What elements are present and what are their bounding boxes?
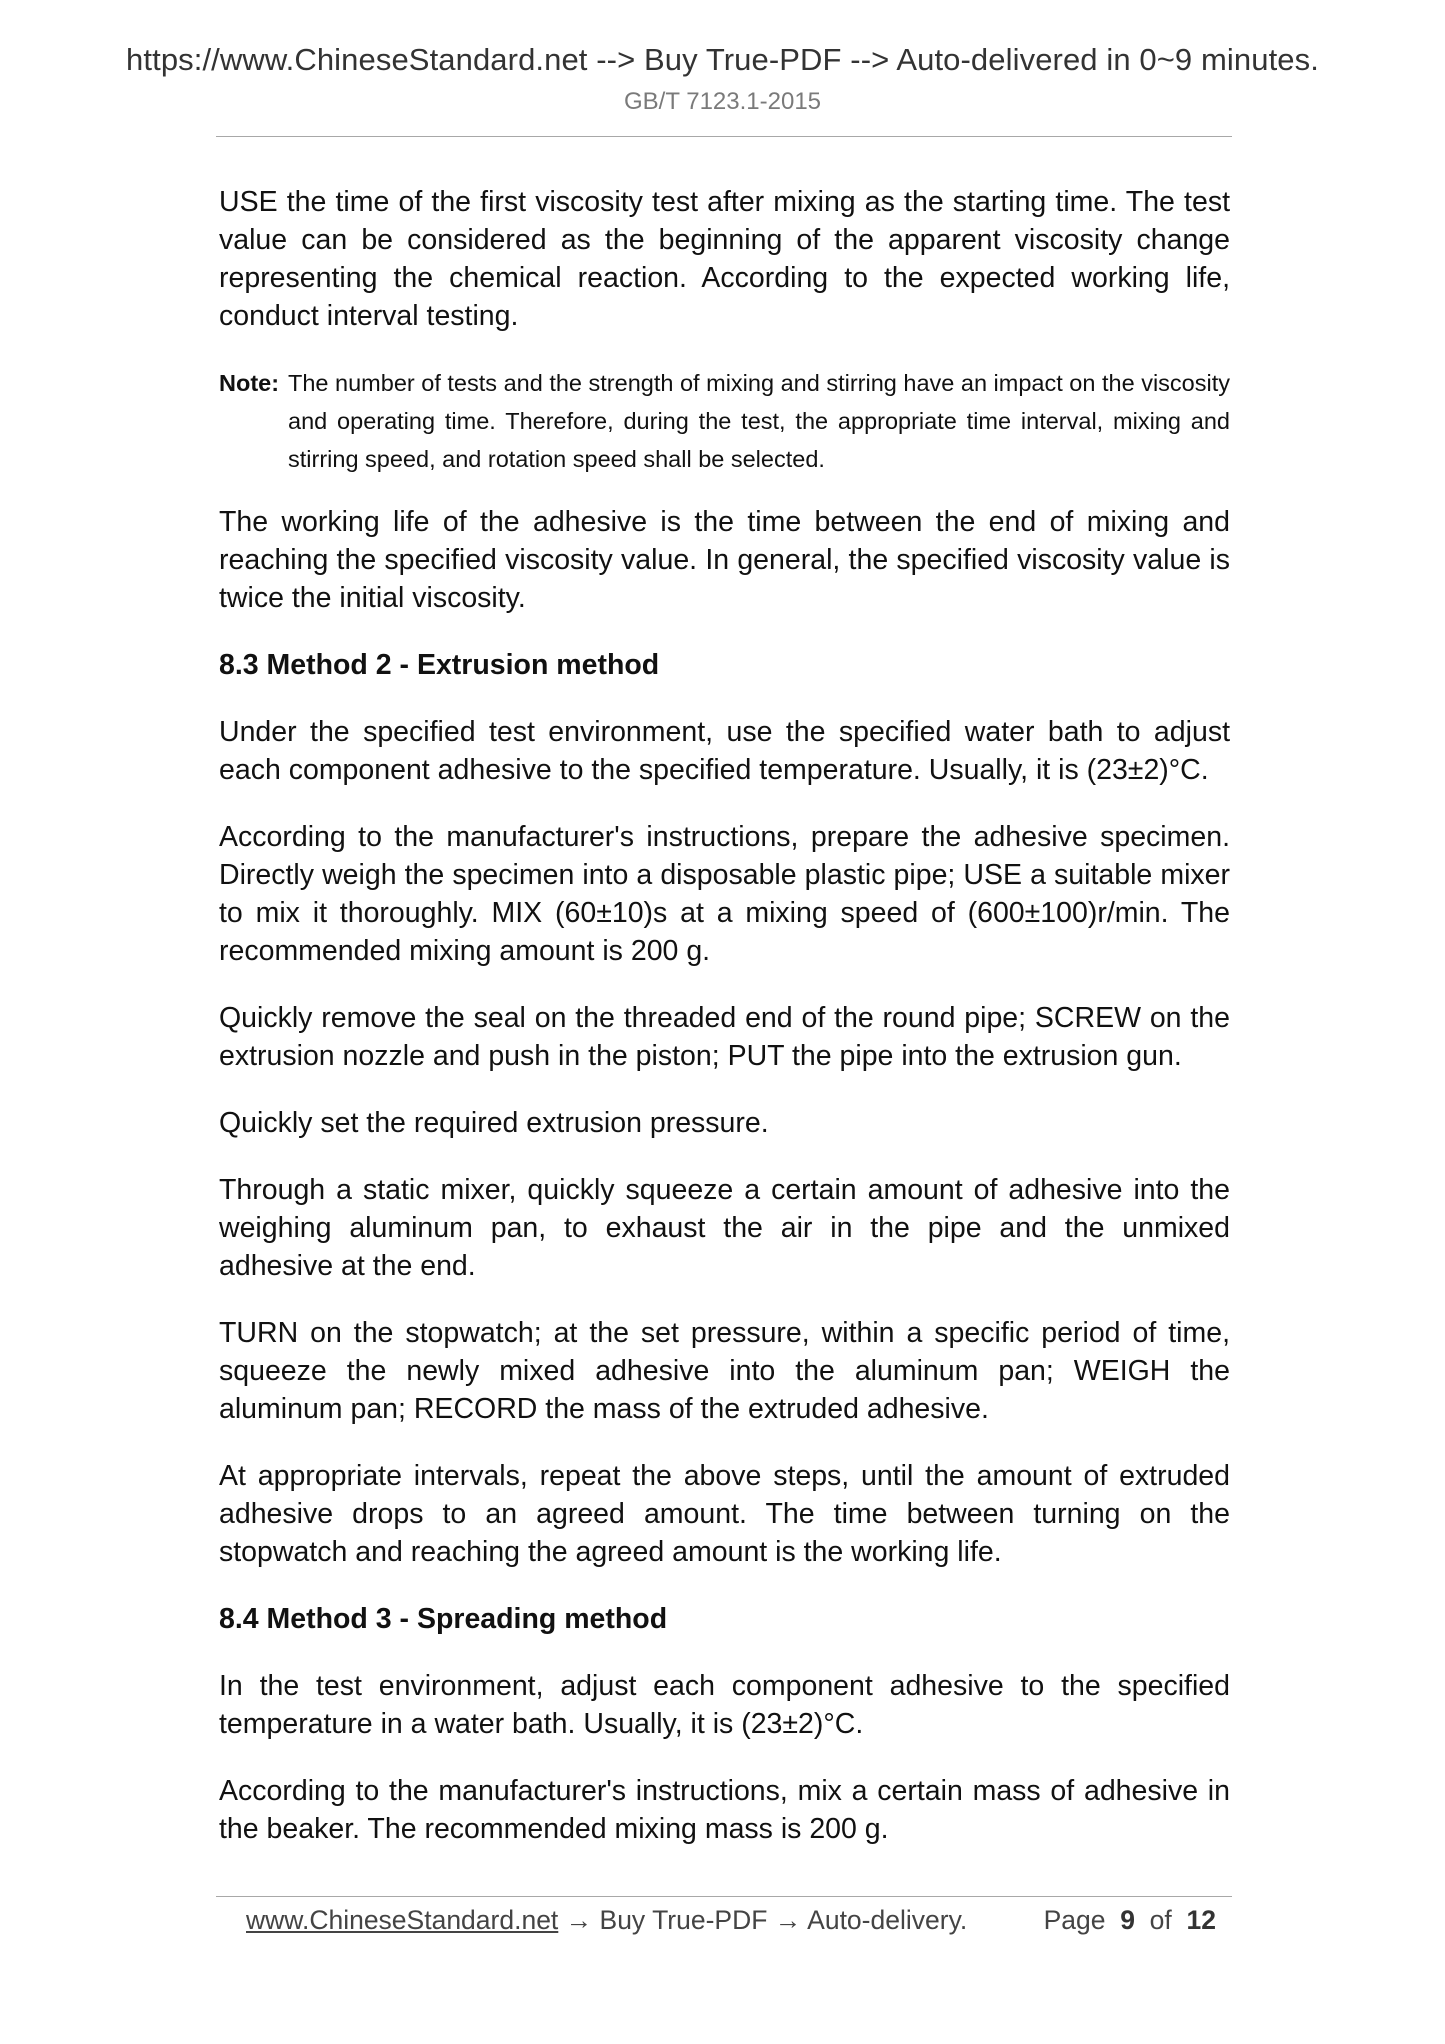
paragraph-set-pressure: Quickly set the required extrusion pressure.: [219, 1107, 769, 1139]
paragraph-working-life: The working life of the adhesive is the time between the end of mixing and reaching the specified viscosity value. In general, the specified viscosity value is twice the initial viscosity.: [219, 506, 1230, 614]
document-code: GB/T 7123.1-2015: [623, 88, 822, 115]
note-text: The number of tests and the strength of mixing and stirring have an impact on the viscosity and operating time. Therefore, during the test, the appropriate time interval, mixing and stirring speed, and rotation speed shall be selected.: [288, 370, 1230, 472]
page-footer: [246, 1900, 1216, 1940]
total-page-number: 12: [1186, 1905, 1216, 1935]
paragraph-remove-seal: Quickly remove the seal on the threaded end of the round pipe; SCREW on the extrusion nozzle and push in the piston; PUT the pipe into the extrusion gun.: [219, 1002, 1230, 1072]
footer-site-link[interactable]: www.ChineseStandard.net: [246, 1905, 559, 1935]
page-word: Page: [1043, 1905, 1106, 1935]
paragraph-mix-beaker: According to the manufacturer's instructions, mix a certain mass of adhesive in the beaker. The recommended mixing mass is 200 g.: [219, 1775, 1230, 1845]
page-content: [219, 183, 1230, 1877]
footer-divider: [216, 1896, 1232, 1897]
current-page-number: 9: [1120, 1905, 1135, 1935]
footer-tagline: → Buy True-PDF → Auto-delivery.: [558, 1905, 968, 1935]
paragraph-starting-time: USE the time of the first viscosity test after mixing as the starting time. The test value can be considered as the beginning of the apparent viscosity change representing the chemical reaction. According to the expected working life, conduct interval testing.: [219, 186, 1230, 332]
note-block: [219, 364, 1230, 478]
paragraph-water-bath: In the test environment, adjust each component adhesive to the specified temperature in a water bath. Usually, it is (23±2)°C.: [219, 1670, 1230, 1740]
paragraph-test-environment: Under the specified test environment, use the specified water bath to adjust each component adhesive to the specified temperature. Usually, it is (23±2)°C.: [219, 716, 1230, 786]
paragraph-stopwatch: TURN on the stopwatch; at the set pressure, within a specific period of time, squeeze the newly mixed adhesive into the aluminum pan; WEIGH the aluminum pan; RECORD the mass of the extruded adhesive.: [219, 1317, 1230, 1425]
note-label: Note:: [219, 370, 280, 396]
section-heading-8-4: 8.4 Method 3 - Spreading method: [219, 1603, 668, 1635]
section-heading-8-3: 8.3 Method 2 - Extrusion method: [219, 649, 660, 681]
of-word: of: [1149, 1905, 1172, 1935]
top-banner: https://www.ChineseStandard.net --> Buy True-PDF --> Auto-delivered in 0~9 minutes.: [126, 42, 1319, 77]
page-indicator: [1044, 1900, 1216, 1940]
paragraph-intervals: At appropriate intervals, repeat the above steps, until the amount of extruded adhesive drops to an agreed amount. The time between turning on the stopwatch and reaching the agreed amount is the working life.: [219, 1460, 1230, 1568]
paragraph-static-mixer: Through a static mixer, quickly squeeze a certain amount of adhesive into the weighing aluminum pan, to exhaust the air in the pipe and the unmixed adhesive at the end.: [219, 1174, 1230, 1282]
paragraph-prepare-specimen: According to the manufacturer's instructions, prepare the adhesive specimen. Directly weigh the specimen into a disposable plastic pipe; USE a suitable mixer to mix it thoroughly. MIX (60±10)s at a mixing speed of (600±100)r/min. The recommended mixing amount is 200 g.: [219, 821, 1230, 967]
header-divider: [216, 136, 1232, 137]
footer-promo: [246, 1900, 967, 1940]
